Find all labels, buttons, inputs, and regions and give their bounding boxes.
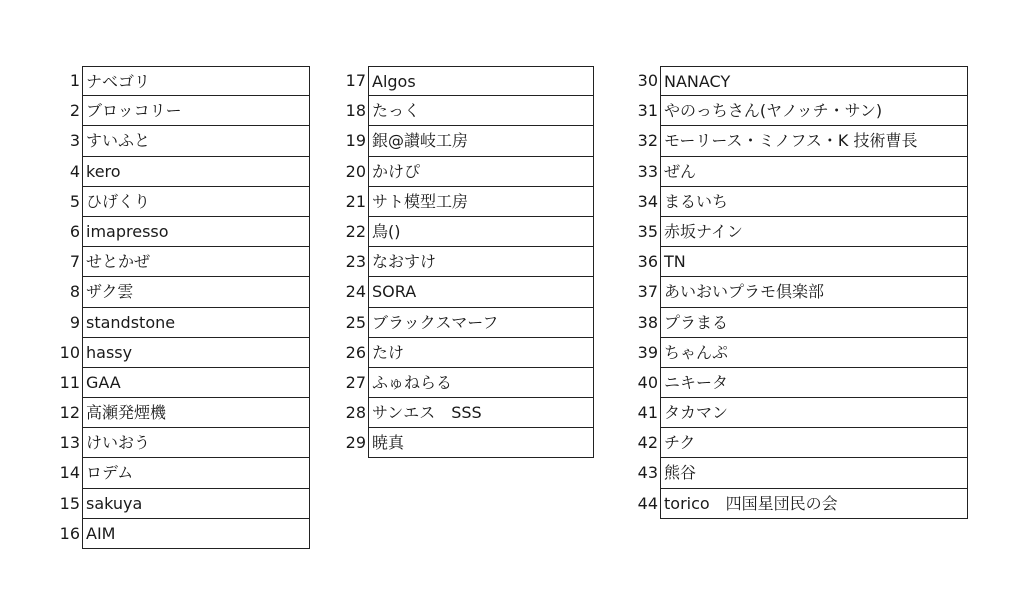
entry-number: 36 bbox=[637, 252, 658, 272]
list-item bbox=[628, 66, 968, 96]
list-item bbox=[52, 66, 310, 96]
entry-name: ふゅねらる bbox=[368, 368, 594, 398]
entry-number: 15 bbox=[59, 493, 80, 513]
entry-name: TN bbox=[660, 247, 968, 277]
list-item bbox=[52, 458, 310, 488]
entry-name: 熊谷 bbox=[660, 458, 968, 488]
entry-name: ニキータ bbox=[660, 368, 968, 398]
list-item bbox=[334, 398, 594, 428]
list-item bbox=[628, 458, 968, 488]
entry-number: 27 bbox=[345, 372, 366, 392]
entry-number: 14 bbox=[59, 463, 80, 483]
entry-name: プラまる bbox=[660, 308, 968, 338]
entry-number: 16 bbox=[59, 523, 80, 543]
list-item bbox=[334, 187, 594, 217]
entry-number: 30 bbox=[637, 71, 658, 90]
entry-name: ちゃんぷ bbox=[660, 338, 968, 368]
entry-number: 35 bbox=[637, 221, 658, 241]
entry-number: 22 bbox=[345, 221, 366, 241]
entry-name: 鳥() bbox=[368, 217, 594, 247]
list-item bbox=[334, 368, 594, 398]
entry-name: なおすけ bbox=[368, 247, 594, 277]
entry-number: 25 bbox=[345, 312, 366, 332]
entry-name: たけ bbox=[368, 338, 594, 368]
entry-name: 銀@讃岐工房 bbox=[368, 126, 594, 156]
list-item bbox=[628, 398, 968, 428]
entry-name: サト模型工房 bbox=[368, 187, 594, 217]
list-item bbox=[628, 247, 968, 277]
entry-name: ナベゴリ bbox=[82, 66, 310, 96]
list-item bbox=[52, 126, 310, 156]
list-item bbox=[628, 308, 968, 338]
participant-list-column-3 bbox=[628, 66, 968, 519]
entry-number: 29 bbox=[345, 433, 366, 453]
entry-number: 34 bbox=[637, 191, 658, 211]
entry-number: 26 bbox=[345, 342, 366, 362]
entry-name: ロデム bbox=[82, 458, 310, 488]
list-item bbox=[52, 157, 310, 187]
list-item bbox=[628, 217, 968, 247]
list-item bbox=[52, 338, 310, 368]
entry-name: imapresso bbox=[82, 217, 310, 247]
entry-name: ブロッコリー bbox=[82, 96, 310, 126]
list-item bbox=[52, 247, 310, 277]
list-item bbox=[628, 157, 968, 187]
entry-number: 24 bbox=[345, 282, 366, 302]
list-item bbox=[628, 338, 968, 368]
entry-number: 28 bbox=[345, 403, 366, 423]
list-item bbox=[334, 96, 594, 126]
list-item bbox=[334, 157, 594, 187]
entry-number: 42 bbox=[637, 433, 658, 453]
entry-name: せとかぜ bbox=[82, 247, 310, 277]
entry-name: AIM bbox=[82, 519, 310, 549]
entry-name: kero bbox=[82, 157, 310, 187]
entry-name: すいふと bbox=[82, 126, 310, 156]
entry-name: SORA bbox=[368, 277, 594, 307]
entry-number: 18 bbox=[345, 101, 366, 121]
entry-name: standstone bbox=[82, 308, 310, 338]
list-item bbox=[334, 338, 594, 368]
list-item bbox=[334, 428, 594, 458]
list-item bbox=[628, 489, 968, 519]
list-item bbox=[52, 187, 310, 217]
entry-number: 23 bbox=[345, 252, 366, 272]
entry-number: 38 bbox=[637, 312, 658, 332]
entry-number: 3 bbox=[69, 131, 80, 151]
entry-number: 5 bbox=[69, 191, 80, 211]
entry-name: けいおう bbox=[82, 428, 310, 458]
entry-name: GAA bbox=[82, 368, 310, 398]
list-item bbox=[334, 247, 594, 277]
entry-number: 9 bbox=[69, 312, 80, 332]
entry-name: sakuya bbox=[82, 489, 310, 519]
entry-number: 21 bbox=[345, 191, 366, 211]
list-item bbox=[52, 96, 310, 126]
list-item bbox=[52, 277, 310, 307]
entry-number: 17 bbox=[345, 71, 366, 90]
list-item bbox=[52, 428, 310, 458]
list-item bbox=[628, 187, 968, 217]
list-item bbox=[52, 368, 310, 398]
entry-name: たっく bbox=[368, 96, 594, 126]
entry-number: 19 bbox=[345, 131, 366, 151]
entry-name: ぜん bbox=[660, 157, 968, 187]
entry-name: ザク雲 bbox=[82, 277, 310, 307]
entry-name: やのっちさん(ヤノッチ・サン) bbox=[660, 96, 968, 126]
entry-number: 32 bbox=[637, 131, 658, 151]
participant-list-column-2 bbox=[334, 66, 594, 458]
list-item bbox=[52, 489, 310, 519]
entry-number: 39 bbox=[637, 342, 658, 362]
list-item bbox=[628, 428, 968, 458]
list-item bbox=[334, 217, 594, 247]
list-item bbox=[52, 308, 310, 338]
list-item bbox=[334, 126, 594, 156]
entry-number: 4 bbox=[69, 161, 80, 181]
list-item bbox=[334, 308, 594, 338]
entry-number: 41 bbox=[637, 403, 658, 423]
list-item bbox=[52, 217, 310, 247]
entry-number: 13 bbox=[59, 433, 80, 453]
entry-number: 12 bbox=[59, 403, 80, 423]
entry-name: hassy bbox=[82, 338, 310, 368]
entry-name: 暁真 bbox=[368, 428, 594, 458]
entry-number: 11 bbox=[59, 372, 80, 392]
entry-name: モーリース・ミノフス・K 技術曹長 bbox=[660, 126, 968, 156]
entry-name: torico 四国星団民の会 bbox=[660, 489, 968, 519]
list-item bbox=[334, 66, 594, 96]
entry-name: タカマン bbox=[660, 398, 968, 428]
list-item bbox=[628, 126, 968, 156]
list-item bbox=[52, 519, 310, 549]
list-item bbox=[52, 398, 310, 428]
entry-number: 1 bbox=[69, 71, 80, 90]
entry-number: 20 bbox=[345, 161, 366, 181]
entry-name: 赤坂ナイン bbox=[660, 217, 968, 247]
entry-name: チク bbox=[660, 428, 968, 458]
list-item bbox=[628, 277, 968, 307]
entry-number: 33 bbox=[637, 161, 658, 181]
entry-number: 10 bbox=[59, 342, 80, 362]
entry-number: 7 bbox=[69, 252, 80, 272]
entry-name: サンエス SSS bbox=[368, 398, 594, 428]
entry-number: 37 bbox=[637, 282, 658, 302]
entry-number: 6 bbox=[69, 221, 80, 241]
list-item bbox=[628, 368, 968, 398]
entry-number: 2 bbox=[69, 101, 80, 121]
entry-name: Algos bbox=[368, 66, 594, 96]
entry-number: 31 bbox=[637, 101, 658, 121]
entry-name: NANACY bbox=[660, 66, 968, 96]
entry-name: ブラックスマーフ bbox=[368, 308, 594, 338]
entry-name: あいおいプラモ倶楽部 bbox=[660, 277, 968, 307]
list-item bbox=[334, 277, 594, 307]
list-item bbox=[628, 96, 968, 126]
entry-number: 43 bbox=[637, 463, 658, 483]
participant-list-column-1 bbox=[52, 66, 310, 549]
entry-number: 44 bbox=[637, 493, 658, 513]
entry-name: 高瀬発煙機 bbox=[82, 398, 310, 428]
entry-name: かけぴ bbox=[368, 157, 594, 187]
entry-name: ひげくり bbox=[82, 187, 310, 217]
entry-name: まるいち bbox=[660, 187, 968, 217]
entry-number: 40 bbox=[637, 372, 658, 392]
entry-number: 8 bbox=[69, 282, 80, 302]
